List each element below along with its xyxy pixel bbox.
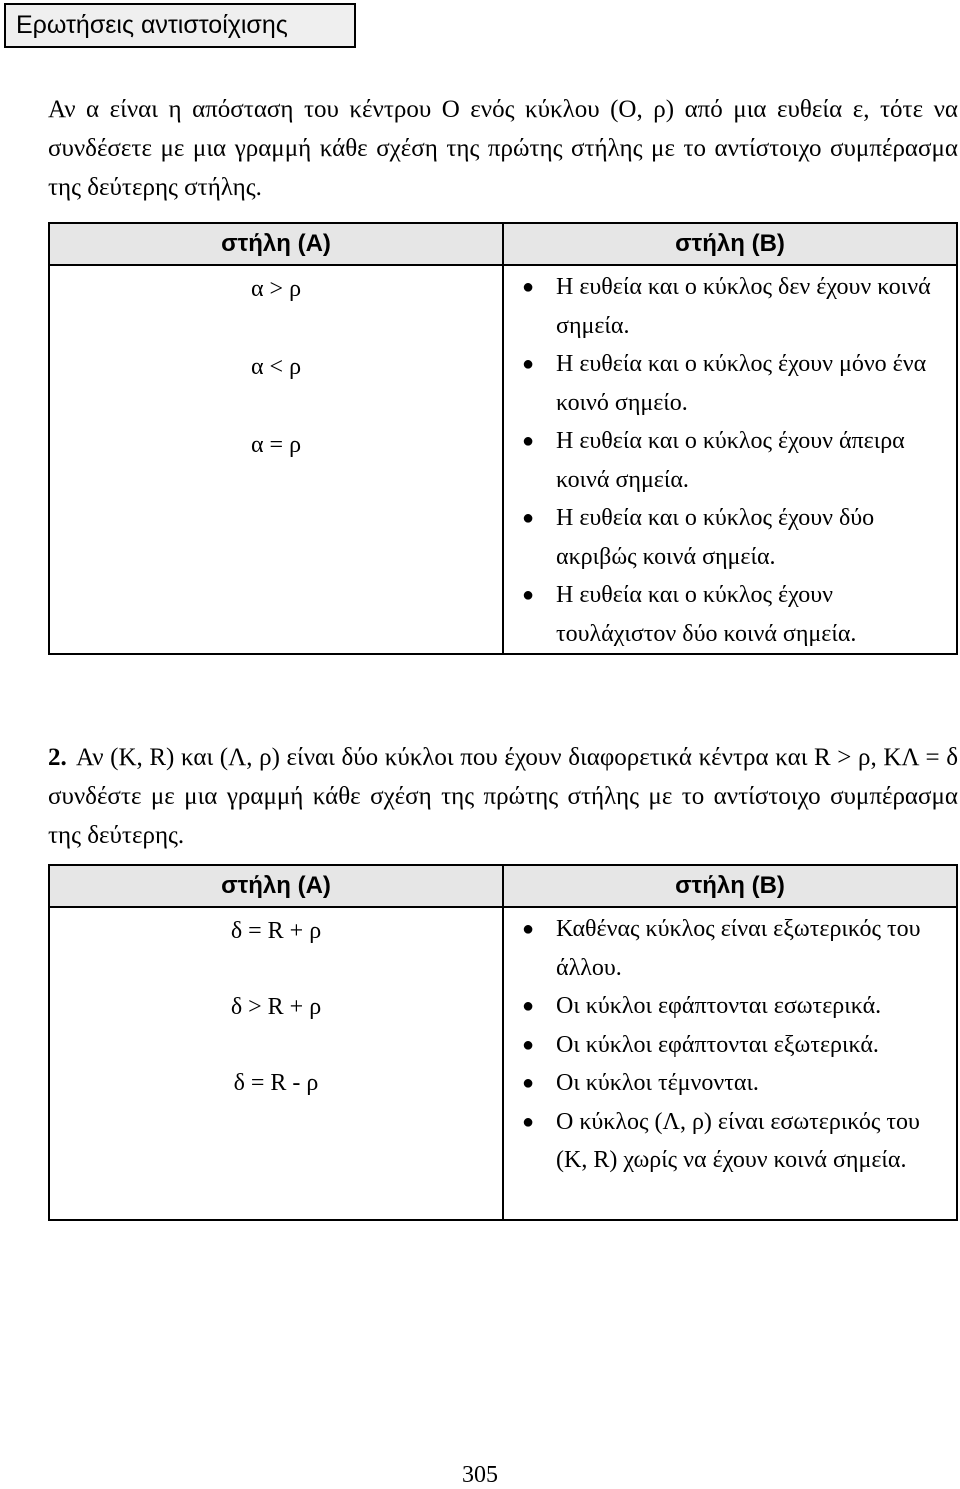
question-text: Αν α είναι η απόσταση του κέντρου Ο ενός κύκλου (Ο, ρ) από μια ευθεία ε, τότε να συνδέσετε με μια γραμμή κάθε σχέση της πρώτης στήλης με το αντίστοιχο συμπέρασμα της δεύτερης στήλης.: [48, 96, 958, 201]
column-b-item: [510, 1026, 956, 1065]
bullet-icon: ●: [522, 507, 535, 529]
column-b-header: στήλη (Β): [503, 223, 957, 265]
bullet-icon: ●: [522, 584, 535, 606]
column-b-item-text: Η ευθεία και ο κύκλος έχουν μόνο ένα κοινό σημείο.: [556, 351, 927, 416]
column-b-item: [510, 987, 956, 1026]
column-b-item: [510, 422, 956, 499]
column-a-item: δ = R - ρ: [233, 1070, 319, 1096]
matching-table-2: [48, 864, 958, 1221]
bullet-icon: ●: [522, 276, 535, 298]
bullet-icon: ●: [522, 1072, 535, 1094]
column-b-item-text: Η ευθεία και ο κύκλος έχουν άπειρα κοινά σημεία.: [556, 428, 905, 493]
question-text: Αν (Κ, R) και (Λ, ρ) είναι δύο κύκλοι που έχουν διαφορετικά κέντρα και R > ρ, ΚΛ = δ συνδέστε με μια γραμμή κάθε σχέση της πρώτης στήλης με το αντίστοιχο συμπέρασμα της δεύτερης.: [48, 744, 958, 849]
column-b-item-text: Οι κύκλοι εφάπτονται εσωτερικά.: [556, 993, 882, 1019]
column-b-item-text: Καθένας κύκλος είναι εξωτερικός του άλλου.: [556, 916, 921, 981]
bullet-icon: ●: [522, 1110, 535, 1133]
column-b-header: στήλη (Β): [503, 865, 957, 907]
column-b-item: [510, 499, 956, 576]
question-2: [48, 738, 958, 855]
matching-table-1: [48, 222, 958, 655]
column-b: [503, 265, 957, 654]
column-a-header: στήλη (Α): [49, 223, 503, 265]
bullet-icon: ●: [522, 1033, 535, 1056]
column-a: [49, 265, 503, 654]
bullet-icon: ●: [522, 995, 535, 1017]
bullet-icon: ●: [522, 353, 535, 375]
column-a-item: δ > R + ρ: [230, 994, 322, 1020]
column-b-item-text: Ο κύκλος (Λ, ρ) είναι εσωτερικός του (Κ, R) χωρίς να έχουν κοινά σημεία.: [556, 1108, 920, 1173]
bullet-icon: ●: [522, 430, 535, 452]
column-b-item: [510, 345, 956, 422]
column-a-item: α = ρ: [250, 432, 302, 458]
column-b-item-text: Οι κύκλοι εφάπτονται εξωτερικά.: [556, 1031, 879, 1058]
column-b-item: [510, 576, 956, 653]
column-b: [503, 907, 957, 1220]
section-title: Ερωτήσεις αντιστοίχισης: [4, 3, 356, 48]
column-b-item-text: Η ευθεία και ο κύκλος έχουν δύο ακριβώς κοινά σημεία.: [556, 505, 875, 570]
column-b-item-text: Η ευθεία και ο κύκλος έχουν τουλάχιστον δύο κοινά σημεία.: [556, 582, 857, 647]
column-a-header: στήλη (Α): [49, 865, 503, 907]
column-a-item: α < ρ: [250, 354, 302, 380]
column-b-item: [510, 1064, 956, 1103]
page-number: 305: [462, 1462, 498, 1488]
column-b-item-text: Οι κύκλοι τέμνονται.: [556, 1070, 759, 1096]
column-b-item: [510, 1103, 956, 1180]
column-b-item-text: Η ευθεία και ο κύκλος δεν έχουν κοινά σημεία.: [556, 274, 931, 339]
bullet-icon: ●: [522, 918, 535, 940]
column-b-item: [510, 268, 956, 345]
column-a-item: α > ρ: [250, 276, 302, 302]
column-a-item: δ = R + ρ: [230, 918, 322, 944]
question-1: [48, 90, 958, 207]
column-a: [49, 907, 503, 1220]
question-number: 2.: [48, 744, 67, 771]
column-b-item: [510, 910, 956, 987]
question-number: [8, 90, 48, 129]
